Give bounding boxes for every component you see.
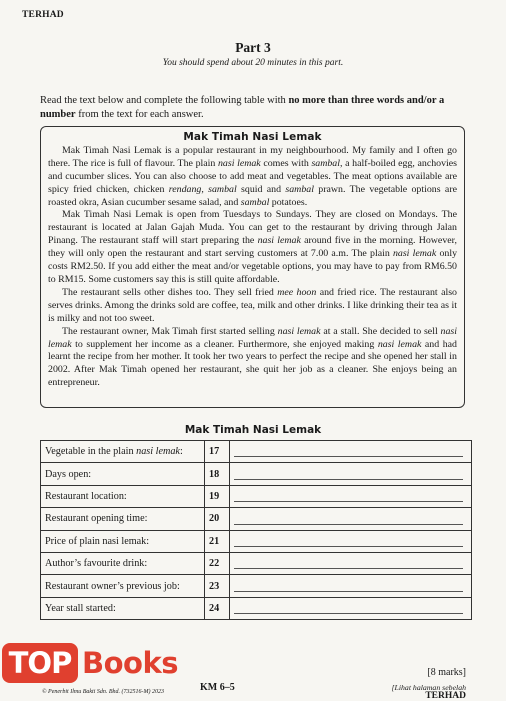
instruction-before: Read the text below and complete the following table with bbox=[40, 95, 289, 106]
answer-field[interactable] bbox=[230, 485, 472, 507]
answer-field[interactable] bbox=[230, 552, 472, 574]
table-row bbox=[41, 530, 472, 552]
answer-line bbox=[234, 456, 463, 457]
text-run: , bbox=[201, 183, 209, 195]
passage-paragraph bbox=[48, 326, 457, 391]
italic-term: nasi lemak bbox=[217, 157, 261, 169]
classification-tag: TERHAD bbox=[22, 10, 64, 20]
passage-body bbox=[48, 145, 457, 390]
answer-field[interactable] bbox=[230, 575, 472, 597]
answer-table bbox=[40, 440, 472, 620]
text-run: Restaurant owner’s previous job: bbox=[45, 580, 180, 592]
italic-term: sambal bbox=[208, 183, 237, 195]
marks-label: [8 marks] bbox=[427, 667, 466, 678]
passage-paragraph bbox=[48, 145, 457, 210]
answer-line bbox=[234, 524, 463, 525]
row-label bbox=[41, 530, 205, 552]
answer-line bbox=[234, 479, 463, 480]
text-run: Author’s favourite drink: bbox=[45, 558, 148, 570]
answer-field[interactable] bbox=[230, 441, 472, 463]
italic-term: sambal bbox=[285, 183, 314, 195]
instruction-after: from the text for each answer. bbox=[75, 109, 204, 120]
row-label bbox=[41, 597, 205, 619]
row-label bbox=[41, 508, 205, 530]
text-run: Price of plain nasi lemak: bbox=[45, 535, 150, 547]
question-number: 23 bbox=[205, 575, 230, 597]
text-run: and had learnt the recipe from her mother. It took her two years to perfect the recipe and she opened her stall in 2002. After Mak Timah opened her restaurant, she quit her job as a cleaner. She enjoys being an entrepreneur. bbox=[48, 338, 457, 389]
italic-term: nasi lemak bbox=[277, 325, 321, 337]
answer-line bbox=[234, 568, 463, 569]
text-run: The restaurant owner, Mak Timah first started selling bbox=[62, 325, 278, 337]
question-number: 19 bbox=[205, 485, 230, 507]
italic-term: nasi lemak bbox=[392, 248, 437, 260]
table-row bbox=[41, 485, 472, 507]
italic-term: nasi lemak bbox=[377, 338, 422, 350]
text-run: , a half-boiled egg, anchovies and cucumber slices. You can also choose to add meat and vegetables. The meat options available are spicy fried chicken, chicken bbox=[48, 157, 458, 195]
topbooks-logo bbox=[2, 643, 202, 683]
answer-line bbox=[234, 546, 463, 547]
answer-line bbox=[234, 591, 463, 592]
publisher-credit: © Penerbit Ilmu Bakti Sdn. Bhd. (732516-M) 2023 bbox=[42, 689, 165, 695]
answer-field[interactable] bbox=[230, 530, 472, 552]
instruction-bold: no more than three words and/or a number bbox=[40, 95, 445, 120]
passage-title: Mak Timah Nasi Lemak bbox=[183, 131, 322, 143]
text-run: only costs RM2.50. If you add either the meat and/or vegetable options, you may have to pay from RM6.50 to RM15. Some customers say this is still quite affordable. bbox=[48, 248, 458, 285]
part-subtitle: You should spend about 20 minutes in this part. bbox=[162, 58, 344, 68]
question-number: 18 bbox=[205, 463, 230, 485]
text-run: Year stall started: bbox=[45, 602, 116, 614]
italic-term: nasi lemak bbox=[48, 325, 457, 350]
answer-line bbox=[234, 501, 463, 502]
italic-term: mee hoon bbox=[277, 286, 317, 298]
table-row bbox=[41, 575, 472, 597]
instruction-text bbox=[40, 94, 472, 122]
text-run: Restaurant location: bbox=[45, 490, 127, 502]
text-run: Vegetable in the plain bbox=[45, 446, 137, 458]
text-run: comes with bbox=[260, 157, 312, 169]
table-row bbox=[41, 552, 472, 574]
question-number: 17 bbox=[205, 441, 230, 463]
text-run: Mak Timah Nasi Lemak is a popular restaurant in my neighbourhood. My family and I often go there. The rice is full of flavour. The plain bbox=[48, 144, 457, 169]
logo-books-text: Books bbox=[82, 646, 178, 680]
question-number: 20 bbox=[205, 508, 230, 530]
text-run: squid and bbox=[236, 183, 286, 195]
table-row bbox=[41, 508, 472, 530]
text-run: and fried rice. The restaurant also serves drinks. Among the drinks sold are coffee, tea, milk and other drinks. I like drinking their tea as it is milky and not too sweet. bbox=[48, 286, 457, 324]
italic-term: sambal bbox=[311, 157, 340, 169]
text-run: : bbox=[179, 446, 183, 458]
answer-field[interactable] bbox=[230, 508, 472, 530]
question-number: 24 bbox=[205, 597, 230, 619]
text-run: Restaurant opening time: bbox=[45, 513, 148, 525]
question-number: 21 bbox=[205, 530, 230, 552]
table-title: Mak Timah Nasi Lemak bbox=[184, 424, 322, 436]
text-run: potatoes. bbox=[269, 196, 308, 208]
logo-top-badge: TOP bbox=[2, 643, 78, 683]
question-number: 22 bbox=[205, 552, 230, 574]
italic-term: sambal bbox=[240, 196, 270, 208]
row-label bbox=[41, 575, 205, 597]
text-run: to supplement her income as a cleaner. Furthermore, she enjoyed making bbox=[71, 338, 378, 350]
row-label bbox=[41, 463, 205, 485]
page-code: KM 6–5 bbox=[200, 682, 235, 693]
italic-term: nasi lemak bbox=[136, 446, 180, 458]
footer-right bbox=[391, 683, 466, 701]
table-row bbox=[41, 441, 472, 463]
next-page-note: [Lihat halaman sebelah bbox=[391, 683, 466, 692]
row-label bbox=[41, 485, 205, 507]
answer-line bbox=[234, 613, 463, 614]
text-run: at a stall. She decided to sell bbox=[320, 325, 441, 337]
reading-passage-box bbox=[40, 126, 465, 408]
footer-tag: TERHAD bbox=[425, 691, 466, 701]
text-run: prawn. The vegetable options are roasted okra, Asian cucumber sesame salad, and bbox=[48, 183, 457, 208]
passage-paragraph bbox=[48, 209, 457, 286]
answer-field[interactable] bbox=[230, 463, 472, 485]
row-label bbox=[41, 441, 205, 463]
table-row bbox=[41, 597, 472, 619]
row-label bbox=[41, 552, 205, 574]
answer-field[interactable] bbox=[230, 597, 472, 619]
italic-term: nasi lemak bbox=[257, 235, 301, 247]
text-run: The restaurant sells other dishes too. They sell fried bbox=[62, 286, 278, 298]
text-run: Mak Timah Nasi Lemak is open from Tuesdays to Sundays. They are closed on Mondays. The restaurant is located at Jalan Gajah Muda. You can get to the restaurant by driving through Jalan Pinang. The restaurant staff will start preparing the bbox=[48, 209, 457, 247]
text-run: around five in the morning. However, they will only open the restaurant and start serving customers at 7.00 a.m. The plain bbox=[48, 235, 457, 260]
italic-term: rendang bbox=[168, 183, 202, 195]
part-title: Part 3 bbox=[235, 40, 271, 55]
table-row bbox=[41, 463, 472, 485]
text-run: Days open: bbox=[45, 468, 92, 480]
passage-paragraph bbox=[48, 287, 457, 326]
